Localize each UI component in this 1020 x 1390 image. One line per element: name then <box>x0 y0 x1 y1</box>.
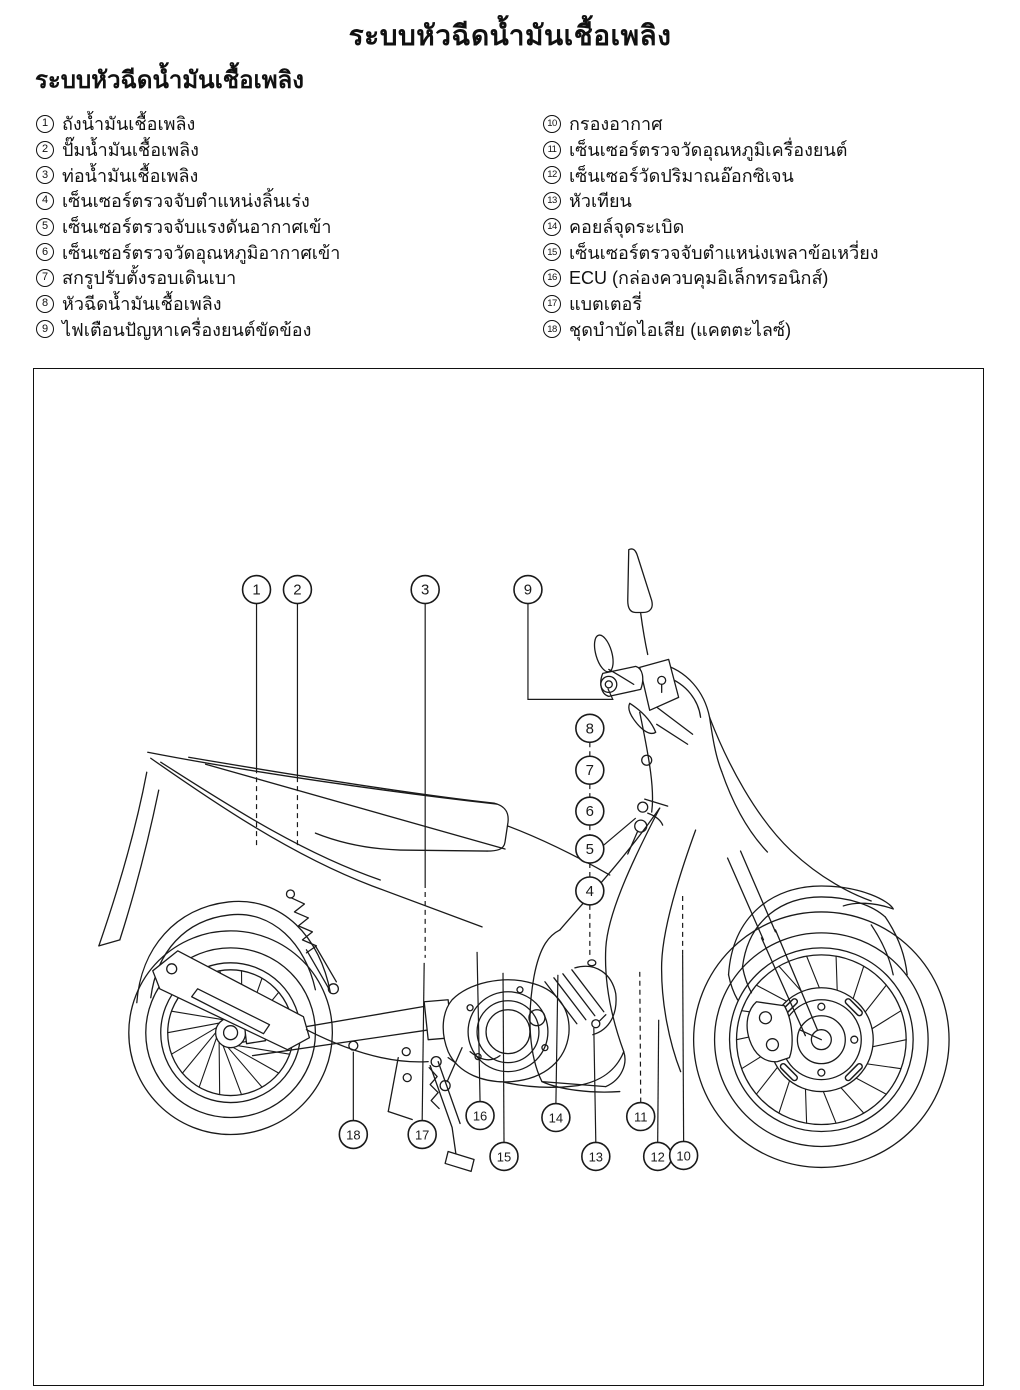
svg-text:16: 16 <box>472 1108 488 1124</box>
callout-8 <box>576 714 604 742</box>
legend-item <box>36 317 506 343</box>
svg-text:5: 5 <box>585 841 594 859</box>
legend-column-left <box>36 111 506 342</box>
item-number-badge: 1 <box>36 115 54 133</box>
svg-text:2: 2 <box>293 581 302 599</box>
rear-fender <box>99 772 331 1003</box>
item-number-badge: 5 <box>36 218 54 236</box>
legend-item <box>36 239 506 265</box>
item-label: ท่อน้ำมันเชื้อเพลิง <box>62 165 199 186</box>
legend-item <box>543 214 1003 240</box>
handlebar-cowl <box>591 549 871 901</box>
legend-item <box>36 137 506 163</box>
motorcycle-diagram <box>34 369 983 1385</box>
item-label: ไฟเตือนปัญหาเครื่องยนต์ขัดข้อง <box>62 319 312 340</box>
callout-3 <box>411 576 439 604</box>
svg-text:3: 3 <box>421 581 430 599</box>
item-label: สกรูปรับตั้งรอบเดินเบา <box>62 268 237 289</box>
section-heading: ระบบหัวฉีดน้ำมันเชื้อเพลิง <box>35 67 304 94</box>
item-label: เซ็นเซอร์ตรวจจับตำแหน่งเพลาข้อเหวี่ยง <box>569 242 879 263</box>
item-label: ECU (กล่องควบคุมอิเล็กทรอนิกส์) <box>569 268 829 289</box>
seat <box>189 757 610 875</box>
legend-item <box>543 111 1003 137</box>
handlebar-cover <box>640 659 679 710</box>
item-label: ถังน้ำมันเชื้อเพลิง <box>62 114 196 135</box>
callout-9 <box>514 576 542 604</box>
svg-text:11: 11 <box>633 1109 648 1125</box>
item-number-badge: 14 <box>543 218 561 236</box>
svg-text:6: 6 <box>585 803 594 821</box>
exhaust-muffler <box>153 951 428 1062</box>
svg-text:17: 17 <box>414 1127 430 1143</box>
callout-1 <box>243 576 271 604</box>
item-number-badge: 17 <box>543 295 561 313</box>
svg-text:13: 13 <box>588 1149 604 1165</box>
svg-text:12: 12 <box>650 1149 665 1165</box>
legend-item <box>36 214 506 240</box>
legend-item <box>543 239 1003 265</box>
legend-item <box>36 111 506 137</box>
svg-text:9: 9 <box>523 581 533 599</box>
callout-10 <box>670 1141 698 1169</box>
item-number-badge: 13 <box>543 192 561 210</box>
callout-11 <box>627 1103 655 1131</box>
diagram-frame <box>33 368 984 1386</box>
callout-circles <box>243 576 698 1171</box>
svg-text:10: 10 <box>676 1148 691 1164</box>
legend-item <box>36 162 506 188</box>
spark-plug <box>592 1020 600 1028</box>
legend-item <box>543 137 1003 163</box>
engine <box>440 960 624 1091</box>
legend-item <box>36 291 506 317</box>
legend-item <box>543 265 1003 291</box>
item-number-badge: 4 <box>36 192 54 210</box>
legend-item <box>36 188 506 214</box>
item-number-badge: 3 <box>36 166 54 184</box>
item-label: เซ็นเซอร์วัดปริมาณอ๊อกซิเจน <box>569 165 794 186</box>
item-number-badge: 11 <box>543 141 561 159</box>
item-number-badge: 10 <box>543 115 561 133</box>
item-label: หัวฉีดน้ำมันเชื้อเพลิง <box>62 294 222 315</box>
legend-column-right <box>543 111 1003 342</box>
item-label: เซ็นเซอร์ตรวจจับตำแหน่งลิ้นเร่ง <box>62 191 310 212</box>
item-label: กรองอากาศ <box>569 114 663 135</box>
svg-text:15: 15 <box>496 1149 512 1165</box>
side-stand <box>388 1058 474 1172</box>
item-number-badge: 15 <box>543 243 561 261</box>
item-number-badge: 2 <box>36 141 54 159</box>
page-title: ระบบหัวฉีดน้ำมันเชื้อเพลิง <box>348 20 672 51</box>
callout-15 <box>490 1142 518 1170</box>
callout-6 <box>576 797 604 825</box>
item-number-badge: 7 <box>36 269 54 287</box>
svg-text:8: 8 <box>585 720 594 738</box>
callout-17 <box>408 1121 436 1149</box>
item-number-badge: 12 <box>543 166 561 184</box>
svg-text:14: 14 <box>548 1110 564 1126</box>
mirror-left <box>591 633 617 674</box>
item-label: เซ็นเซอร์ตรวจวัดอุณหภูมิอากาศเข้า <box>62 242 341 263</box>
svg-text:1: 1 <box>252 581 261 599</box>
tail-bodywork <box>148 752 497 927</box>
item-label: เซ็นเซอร์ตรวจจับแรงดันอากาศเข้า <box>62 217 332 238</box>
callout-13 <box>582 1142 610 1170</box>
legend-item <box>543 317 1003 343</box>
brake-caliper <box>747 1002 792 1062</box>
callout-18 <box>339 1121 367 1149</box>
callout-12 <box>644 1142 672 1170</box>
callout-16 <box>466 1102 494 1130</box>
legend-item <box>36 265 506 291</box>
callout-4 <box>576 877 604 905</box>
item-label: เซ็นเซอร์ตรวจวัดอุณหภูมิเครื่องยนต์ <box>569 140 848 161</box>
svg-text:7: 7 <box>585 762 594 780</box>
item-label: หัวเทียน <box>569 191 632 212</box>
svg-text:4: 4 <box>585 882 594 900</box>
callout-7 <box>576 756 604 784</box>
callout-14 <box>542 1104 570 1132</box>
item-number-badge: 6 <box>36 243 54 261</box>
callout-5 <box>576 835 604 863</box>
legend-item <box>543 188 1003 214</box>
item-number-badge: 18 <box>543 320 561 338</box>
item-label: แบตเตอรี่ <box>569 294 643 315</box>
legend-item <box>543 162 1003 188</box>
item-label: ปั๊มน้ำมันเชื้อเพลิง <box>62 140 199 161</box>
item-number-badge: 16 <box>543 269 561 287</box>
mirror-right <box>628 549 652 613</box>
item-label: คอยล์จุดระเบิด <box>569 217 685 238</box>
svg-text:18: 18 <box>346 1127 361 1143</box>
callout-2 <box>283 576 311 604</box>
item-label: ชุดบำบัดไอเสีย (แคตตะไลซ์) <box>569 319 792 340</box>
petcock <box>638 802 648 812</box>
item-number-badge: 9 <box>36 320 54 338</box>
legend-item <box>543 291 1003 317</box>
item-number-badge: 8 <box>36 295 54 313</box>
